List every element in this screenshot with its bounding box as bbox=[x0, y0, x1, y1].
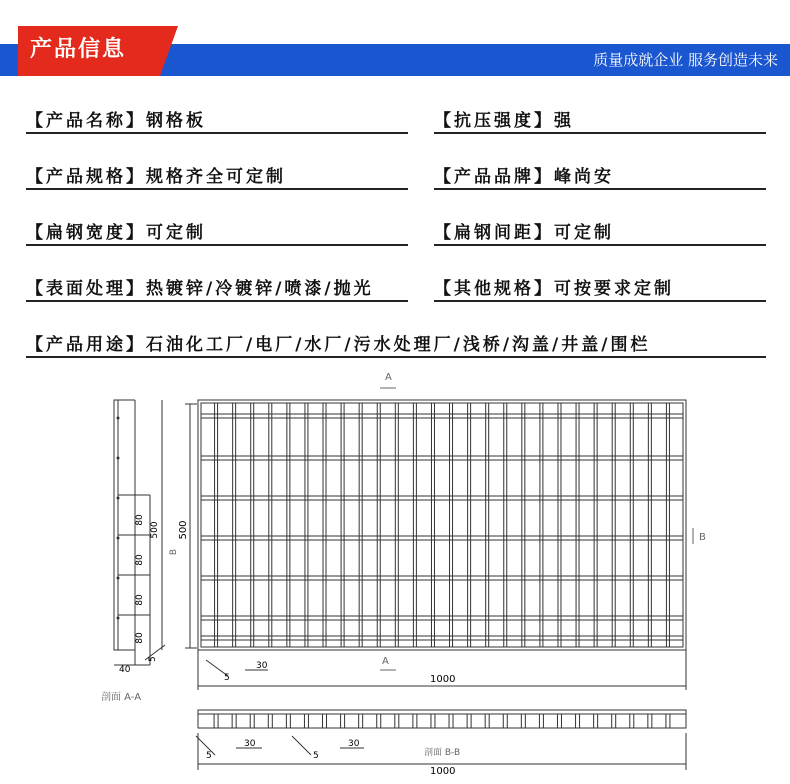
section-a-bottom-label: A bbox=[382, 656, 389, 667]
info-value: 峰尚安 bbox=[554, 167, 614, 187]
dim-side-total: 500 bbox=[150, 521, 160, 539]
dim-bar-height: 40 bbox=[119, 665, 131, 675]
grating-plan-view bbox=[198, 400, 686, 650]
section-strip-frame bbox=[198, 710, 686, 728]
dim-thickness-4: 5 bbox=[313, 751, 319, 761]
info-cell-usage bbox=[26, 330, 650, 355]
info-row bbox=[26, 148, 766, 204]
dim-width-2: 1000 bbox=[430, 766, 456, 777]
info-value: 热镀锌/冷镀锌/喷漆/抛光 bbox=[146, 279, 374, 299]
section-b-left-label: B bbox=[169, 548, 179, 556]
row-divider bbox=[26, 132, 408, 134]
row-divider bbox=[434, 300, 766, 302]
grating-frame bbox=[198, 400, 686, 650]
dim-thickness-3: 5 bbox=[206, 751, 212, 761]
caption-section-bb: 剖面 B-B bbox=[424, 748, 461, 758]
info-key: 【其他规格】 bbox=[434, 279, 554, 299]
info-value: 规格齐全可定制 bbox=[146, 167, 286, 187]
dim-thickness: 5 bbox=[148, 656, 158, 662]
dim-width: 1000 bbox=[430, 674, 456, 685]
dim-cross-4: 80 bbox=[135, 632, 145, 644]
section-a-top-label: A bbox=[385, 372, 392, 383]
info-value: 可定制 bbox=[554, 223, 614, 243]
info-value: 可定制 bbox=[146, 223, 206, 243]
section-bb-strip bbox=[198, 710, 686, 728]
info-value: 强 bbox=[554, 111, 574, 131]
info-cell-bar-width bbox=[26, 218, 206, 243]
info-cell-surface bbox=[26, 274, 374, 299]
info-value: 石油化工厂/电厂/水厂/污水处理厂/浅桥/沟盖/井盖/围栏 bbox=[146, 335, 651, 355]
info-key: 【产品名称】 bbox=[26, 111, 146, 131]
info-cell-product-name bbox=[26, 106, 206, 131]
row-divider bbox=[26, 300, 408, 302]
dim-cross-3: 80 bbox=[135, 594, 145, 606]
dim-pitch-3: 30 bbox=[348, 739, 360, 749]
grating-frame-inner bbox=[201, 403, 683, 647]
info-value: 可按要求定制 bbox=[554, 279, 674, 299]
row-divider bbox=[434, 244, 766, 246]
info-key: 【表面处理】 bbox=[26, 279, 146, 299]
dim-thickness-2: 5 bbox=[224, 673, 230, 683]
grating-technical-drawing bbox=[0, 360, 790, 784]
caption-section-aa: 剖面 A-A bbox=[101, 692, 142, 703]
info-key: 【抗压强度】 bbox=[434, 111, 554, 131]
info-cell-spec bbox=[26, 162, 286, 187]
info-key: 【产品用途】 bbox=[26, 335, 146, 355]
info-cell-brand bbox=[434, 162, 614, 187]
info-cell-bar-spacing bbox=[434, 218, 614, 243]
info-row bbox=[26, 92, 766, 148]
dim-height: 500 bbox=[178, 520, 189, 540]
info-value: 钢格板 bbox=[146, 111, 206, 131]
dim-cross-1: 80 bbox=[135, 514, 145, 526]
product-info-table bbox=[26, 92, 766, 372]
row-divider bbox=[26, 188, 408, 190]
info-cell-other bbox=[434, 274, 674, 299]
row-divider bbox=[434, 188, 766, 190]
section-header bbox=[0, 26, 790, 76]
info-key: 【产品规格】 bbox=[26, 167, 146, 187]
dim-pitch-2: 30 bbox=[244, 739, 256, 749]
row-divider bbox=[26, 356, 766, 358]
info-cell-strength bbox=[434, 106, 574, 131]
header-slogan: 质量成就企业 服务创造未来 bbox=[593, 51, 778, 69]
info-row bbox=[26, 204, 766, 260]
section-b-right-label: B bbox=[699, 532, 706, 543]
dim-pitch: 30 bbox=[256, 661, 268, 671]
info-key: 【产品品牌】 bbox=[434, 167, 554, 187]
row-divider bbox=[434, 132, 766, 134]
dim-cross-2: 80 bbox=[135, 554, 145, 566]
info-key: 【扁钢宽度】 bbox=[26, 223, 146, 243]
info-key: 【扁钢间距】 bbox=[434, 223, 554, 243]
row-divider bbox=[26, 244, 408, 246]
info-row bbox=[26, 260, 766, 316]
section-title: 产品信息 bbox=[30, 37, 127, 62]
